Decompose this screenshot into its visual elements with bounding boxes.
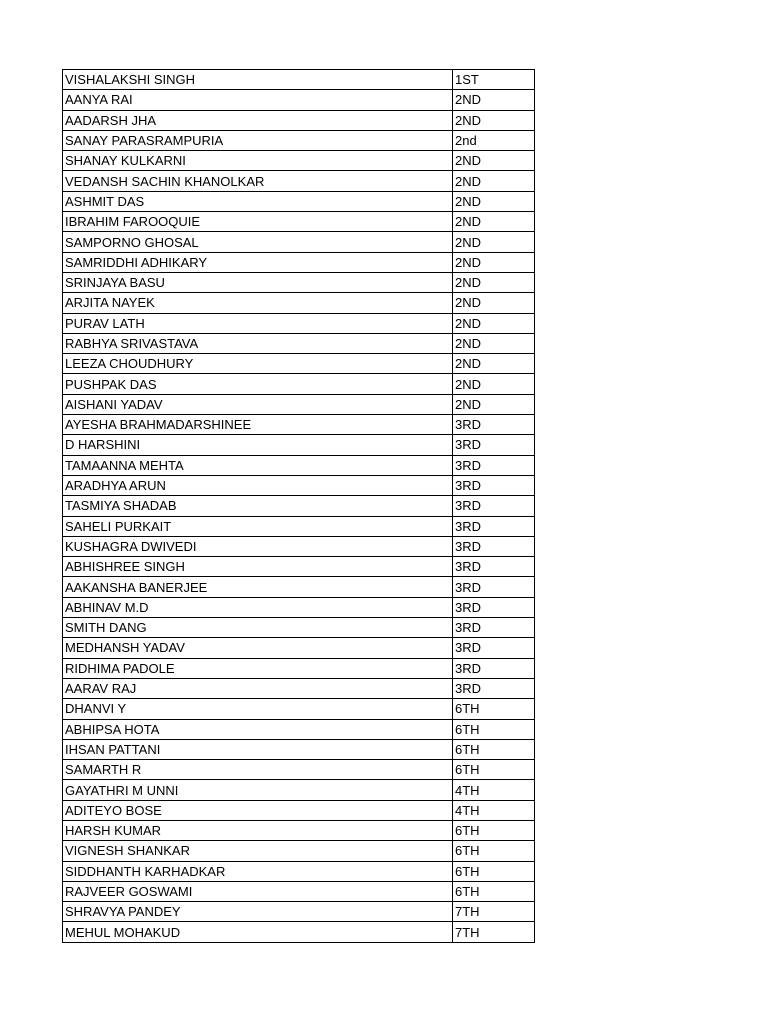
student-name-cell: PUSHPAK DAS — [63, 374, 453, 394]
rank-cell: 3RD — [453, 618, 535, 638]
student-name-cell: SAMPORNO GHOSAL — [63, 232, 453, 252]
student-name-cell: AISHANI YADAV — [63, 394, 453, 414]
rank-cell: 3RD — [453, 435, 535, 455]
rank-cell: 2ND — [453, 394, 535, 414]
rank-cell: 2ND — [453, 171, 535, 191]
rank-cell: 3RD — [453, 678, 535, 698]
table-row — [63, 597, 535, 617]
table-row — [63, 374, 535, 394]
student-name-cell: MEHUL MOHAKUD — [63, 922, 453, 942]
student-name-cell: AYESHA BRAHMADARSHINEE — [63, 415, 453, 435]
rank-cell: 2ND — [453, 212, 535, 232]
student-name-cell: ABHIPSA HOTA — [63, 719, 453, 739]
table-row — [63, 415, 535, 435]
table-row — [63, 70, 535, 90]
rank-cell: 7TH — [453, 922, 535, 942]
student-name-cell: TASMIYA SHADAB — [63, 496, 453, 516]
student-name-cell: ARADHYA ARUN — [63, 475, 453, 495]
student-name-cell: AADARSH JHA — [63, 110, 453, 130]
table-row — [63, 151, 535, 171]
rank-cell: 3RD — [453, 496, 535, 516]
rank-cell: 1ST — [453, 70, 535, 90]
table-row — [63, 90, 535, 110]
table-row — [63, 678, 535, 698]
rank-cell: 3RD — [453, 455, 535, 475]
table-row — [63, 536, 535, 556]
table-row — [63, 760, 535, 780]
results-table — [62, 69, 535, 943]
table-row — [63, 841, 535, 861]
table-row — [63, 780, 535, 800]
student-name-cell: VEDANSH SACHIN KHANOLKAR — [63, 171, 453, 191]
rank-cell: 3RD — [453, 638, 535, 658]
rank-cell: 2ND — [453, 293, 535, 313]
student-name-cell: SRINJAYA BASU — [63, 272, 453, 292]
student-name-cell: TAMAANNA MEHTA — [63, 455, 453, 475]
table-row — [63, 820, 535, 840]
table-row — [63, 354, 535, 374]
table-row — [63, 293, 535, 313]
rank-cell: 3RD — [453, 415, 535, 435]
student-name-cell: MEDHANSH YADAV — [63, 638, 453, 658]
table-row — [63, 638, 535, 658]
rank-cell: 3RD — [453, 557, 535, 577]
student-name-cell: VIGNESH SHANKAR — [63, 841, 453, 861]
student-name-cell: RABHYA SRIVASTAVA — [63, 333, 453, 353]
rank-cell: 6TH — [453, 820, 535, 840]
rank-cell: 6TH — [453, 699, 535, 719]
student-name-cell: AAKANSHA BANERJEE — [63, 577, 453, 597]
table-row — [63, 861, 535, 881]
table-row — [63, 475, 535, 495]
table-row — [63, 212, 535, 232]
rank-cell: 2ND — [453, 191, 535, 211]
rank-cell: 3RD — [453, 536, 535, 556]
table-row — [63, 496, 535, 516]
table-row — [63, 252, 535, 272]
rank-cell: 2ND — [453, 252, 535, 272]
table-row — [63, 191, 535, 211]
student-name-cell: SIDDHANTH KARHADKAR — [63, 861, 453, 881]
rank-cell: 4TH — [453, 780, 535, 800]
student-name-cell: ARJITA NAYEK — [63, 293, 453, 313]
student-name-cell: ADITEYO BOSE — [63, 800, 453, 820]
rank-cell: 2ND — [453, 272, 535, 292]
table-row — [63, 455, 535, 475]
table-row — [63, 699, 535, 719]
student-name-cell: AARAV RAJ — [63, 678, 453, 698]
rank-cell: 6TH — [453, 841, 535, 861]
student-name-cell: IHSAN PATTANI — [63, 739, 453, 759]
student-name-cell: KUSHAGRA DWIVEDI — [63, 536, 453, 556]
table-row — [63, 171, 535, 191]
table-row — [63, 557, 535, 577]
rank-cell: 3RD — [453, 516, 535, 536]
student-name-cell: LEEZA CHOUDHURY — [63, 354, 453, 374]
rank-cell: 2nd — [453, 130, 535, 150]
table-row — [63, 800, 535, 820]
student-name-cell: SAMRIDDHI ADHIKARY — [63, 252, 453, 272]
student-name-cell: VISHALAKSHI SINGH — [63, 70, 453, 90]
rank-cell: 2ND — [453, 354, 535, 374]
student-name-cell: RAJVEER GOSWAMI — [63, 881, 453, 901]
rank-cell: 4TH — [453, 800, 535, 820]
student-name-cell: ABHISHREE SINGH — [63, 557, 453, 577]
student-name-cell: DHANVI Y — [63, 699, 453, 719]
student-name-cell: SHANAY KULKARNI — [63, 151, 453, 171]
student-name-cell: SMITH DANG — [63, 618, 453, 638]
rank-cell: 6TH — [453, 881, 535, 901]
rank-cell: 2ND — [453, 333, 535, 353]
rank-cell: 2ND — [453, 90, 535, 110]
table-row — [63, 516, 535, 536]
results-table-body — [63, 70, 535, 943]
student-name-cell: SAHELI PURKAIT — [63, 516, 453, 536]
rank-cell: 6TH — [453, 719, 535, 739]
student-name-cell: SHRAVYA PANDEY — [63, 902, 453, 922]
table-row — [63, 881, 535, 901]
table-row — [63, 110, 535, 130]
rank-cell: 3RD — [453, 577, 535, 597]
rank-cell: 6TH — [453, 760, 535, 780]
rank-cell: 3RD — [453, 597, 535, 617]
table-row — [63, 719, 535, 739]
table-row — [63, 130, 535, 150]
table-row — [63, 658, 535, 678]
student-name-cell: PURAV LATH — [63, 313, 453, 333]
student-name-cell: IBRAHIM FAROOQUIE — [63, 212, 453, 232]
rank-cell: 2ND — [453, 151, 535, 171]
rank-cell: 7TH — [453, 902, 535, 922]
student-name-cell: D HARSHINI — [63, 435, 453, 455]
student-name-cell: SAMARTH R — [63, 760, 453, 780]
student-name-cell: ASHMIT DAS — [63, 191, 453, 211]
student-name-cell: SANAY PARASRAMPURIA — [63, 130, 453, 150]
rank-cell: 2ND — [453, 313, 535, 333]
student-name-cell: RIDHIMA PADOLE — [63, 658, 453, 678]
student-name-cell: HARSH KUMAR — [63, 820, 453, 840]
rank-cell: 3RD — [453, 475, 535, 495]
table-row — [63, 577, 535, 597]
table-row — [63, 618, 535, 638]
student-name-cell: AANYA RAI — [63, 90, 453, 110]
table-row — [63, 922, 535, 942]
student-name-cell: ABHINAV M.D — [63, 597, 453, 617]
rank-cell: 6TH — [453, 739, 535, 759]
rank-cell: 2ND — [453, 374, 535, 394]
results-sheet — [62, 69, 534, 943]
table-row — [63, 272, 535, 292]
table-row — [63, 313, 535, 333]
table-row — [63, 435, 535, 455]
table-row — [63, 739, 535, 759]
rank-cell: 2ND — [453, 232, 535, 252]
table-row — [63, 232, 535, 252]
table-row — [63, 394, 535, 414]
rank-cell: 3RD — [453, 658, 535, 678]
student-name-cell: GAYATHRI M UNNI — [63, 780, 453, 800]
rank-cell: 2ND — [453, 110, 535, 130]
table-row — [63, 333, 535, 353]
table-row — [63, 902, 535, 922]
rank-cell: 6TH — [453, 861, 535, 881]
